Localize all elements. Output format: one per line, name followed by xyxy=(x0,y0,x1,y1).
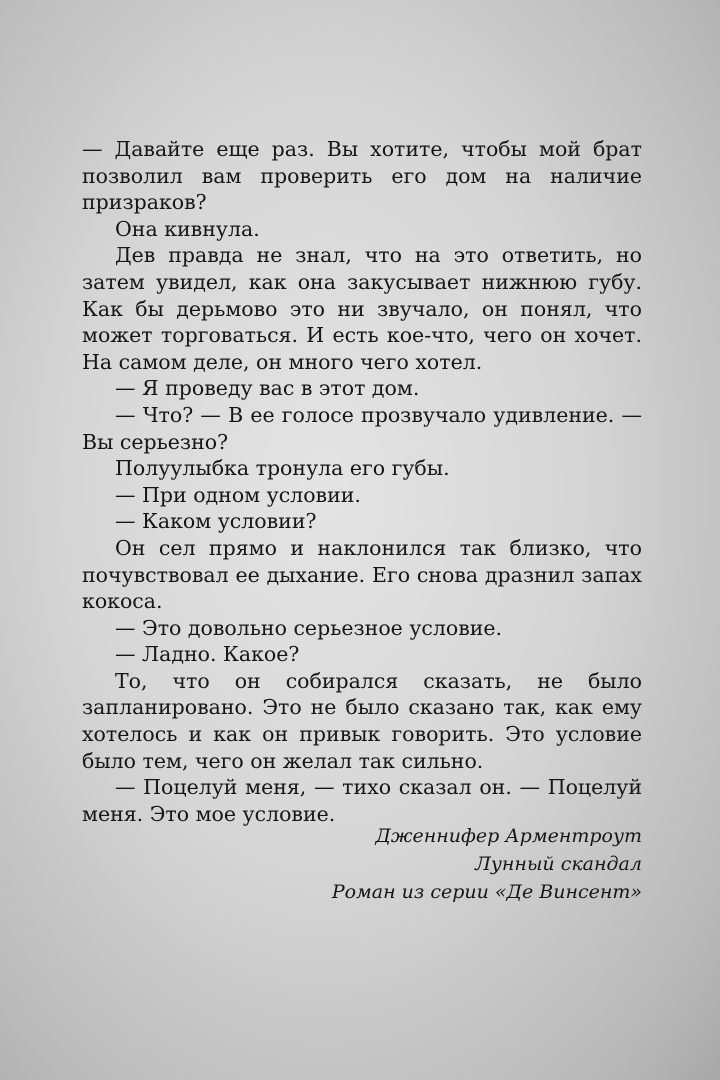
paragraph-12: То, что он собирался сказать, не было запланировано. Это не было сказано так, как ему хотелось и как он привык говорить. Это условие было тем, чего он желал так сильно. xyxy=(82,668,642,773)
paragraph-7: — При одном условии. xyxy=(115,482,361,507)
paragraph-13: — Поцелуй меня, — тихо сказал он. — Поцелуй меня. Это мое условие. xyxy=(82,775,642,826)
paragraph-8: — Каком условии? xyxy=(115,509,317,534)
book-text-block xyxy=(82,136,642,827)
paragraph-3: Дев правда не знал, что на это ответить, но затем увидел, как она закусывает нижнюю губу. Как бы дерьмово это ни звучало, он понял, что может торговаться. И есть кое-что, чего он хочет. На самом деле, он много чего хотел. xyxy=(82,243,642,374)
paragraph-9: Он сел прямо и наклонился так близко, что почувствовал ее дыхание. Его снова дразнил запах кокоса. xyxy=(82,535,642,614)
attribution-series: Роман из серии «Де Винсент» xyxy=(331,881,642,903)
attribution xyxy=(332,822,642,906)
attribution-title: Лунный скандал xyxy=(475,853,642,875)
paragraph-11: — Ладно. Какое? xyxy=(115,642,300,667)
paragraph-4: — Я проведу вас в этот дом. xyxy=(115,376,420,401)
paragraph-6: Полуулыбка тронула его губы. xyxy=(115,456,450,481)
attribution-author: Дженнифер Арментроут xyxy=(375,825,642,847)
paragraph-5: — Что? — В ее голосе прозвучало удивление. — Вы серьезно? xyxy=(82,402,642,454)
paragraph-1: — Давайте еще раз. Вы хотите, чтобы мой брат позволил вам проверить его дом на наличие призраков? xyxy=(82,137,642,215)
paragraph-10: — Это довольно серьезное условие. xyxy=(115,615,503,640)
paragraph-2: Она кивнула. xyxy=(115,216,260,241)
